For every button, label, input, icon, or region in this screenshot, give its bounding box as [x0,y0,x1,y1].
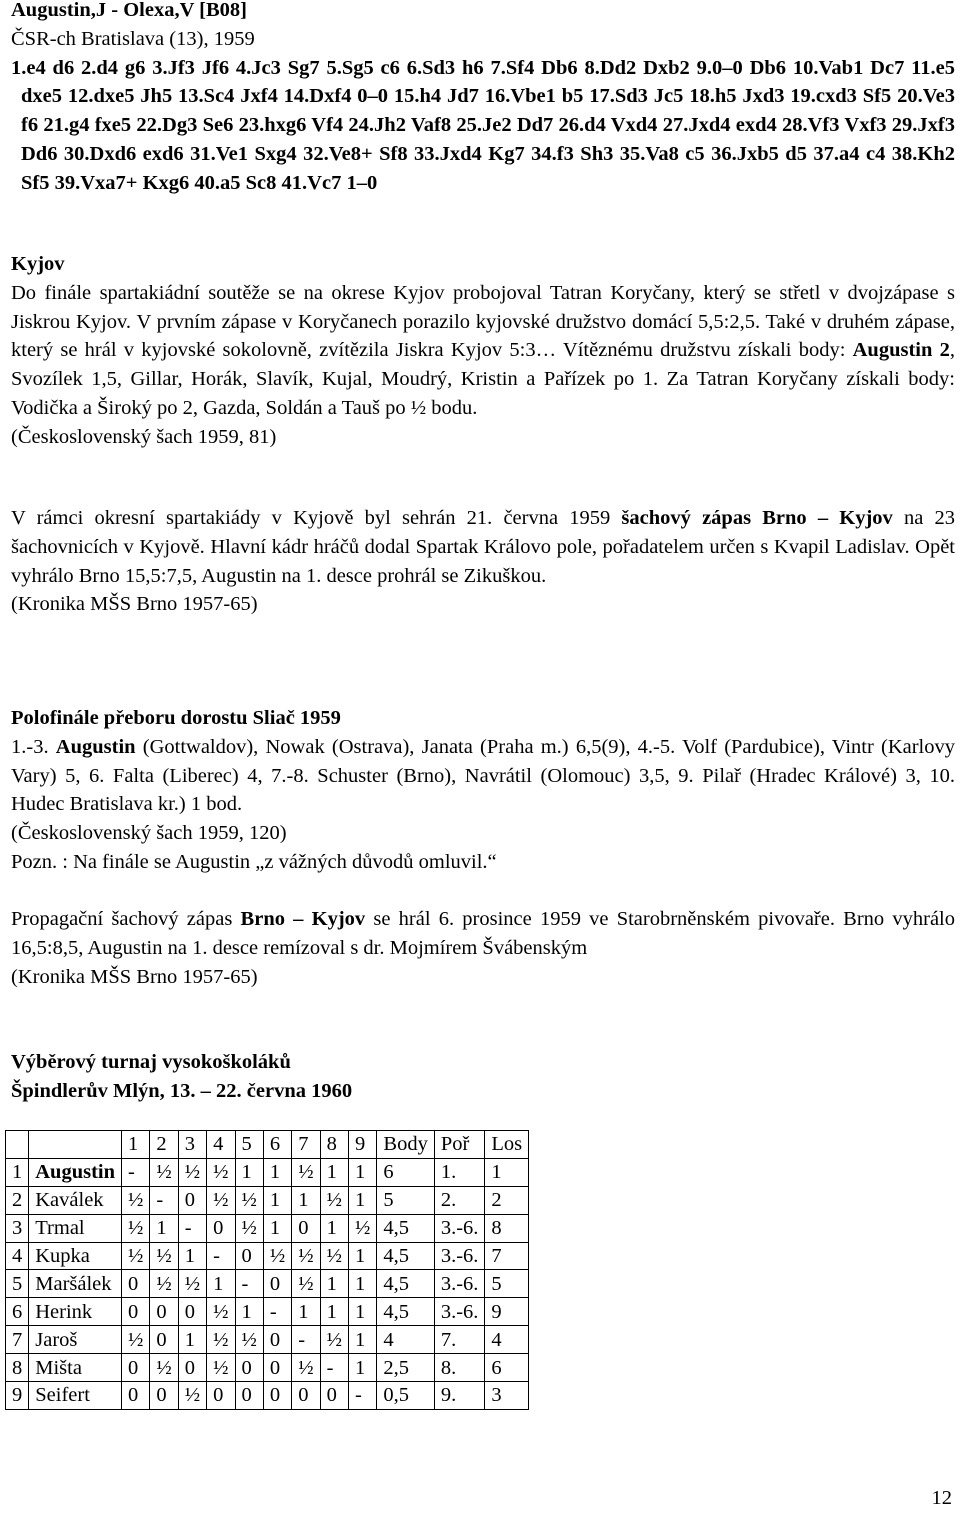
table-cell: ½ [320,1186,348,1214]
tournament-heading-1: Výběrový turnaj vysokoškoláků [11,1051,291,1073]
table-cell: 0 [150,1326,178,1354]
table-cell: 1 [320,1214,348,1242]
table-cell: 1 [349,1298,377,1326]
table-cell: 0 [320,1382,348,1410]
player-name-cell: Augustin [29,1158,122,1186]
table-cell: 0 [263,1270,291,1298]
table-header-cell: Los [485,1131,529,1159]
table-cell: 1 [320,1270,348,1298]
table-cell: 3.-6. [434,1298,485,1326]
table-cell: 1 [485,1158,529,1186]
table-cell: ½ [263,1242,291,1270]
table-cell: 9 [6,1382,29,1410]
kyjov-source: (Československý šach 1959, 81) [11,425,277,448]
table-cell: 1 [349,1242,377,1270]
table-cell: 0 [150,1382,178,1410]
table-cell: 1 [320,1158,348,1186]
table-cell: 1 [235,1158,263,1186]
table-cell: - [150,1186,178,1214]
table-row [6,1214,529,1242]
table-cell: 8 [485,1214,529,1242]
table-cell: 1 [349,1326,377,1354]
table-cell: - [122,1158,150,1186]
table-row [6,1382,529,1410]
table-cell: - [320,1354,348,1382]
table-cell: ½ [292,1242,320,1270]
table-cell: ½ [207,1326,235,1354]
table-cell: - [349,1382,377,1410]
propaganda-source: (Kronika MŠS Brno 1957-65) [11,965,258,988]
table-cell: 1 [178,1326,206,1354]
table-cell: ½ [122,1214,150,1242]
spartakiada-section [11,504,955,619]
table-cell: ½ [207,1158,235,1186]
kyjov-paragraph [11,279,955,423]
table-cell: 0 [178,1354,206,1382]
table-cell: 1 [292,1298,320,1326]
table-cell: ½ [150,1270,178,1298]
kyjov-text-bold: Augustin 2 [852,339,950,362]
table-cell: ½ [122,1326,150,1354]
table-cell: 1 [178,1242,206,1270]
table-row [6,1326,529,1354]
table-cell: ½ [150,1242,178,1270]
table-cell: ½ [150,1158,178,1186]
table-cell: 2 [485,1186,529,1214]
table-cell: ½ [207,1298,235,1326]
semifinal-text-bold: Augustin [55,735,136,758]
table-cell: 5 [485,1270,529,1298]
propaganda-paragraph [11,905,955,963]
spartakiada-text-bold: šachový zápas Brno – Kyjov [621,507,893,529]
table-header-cell: 6 [263,1131,291,1159]
tournament-heading-2: Špindlerův Mlýn, 13. – 22. června 1960 [11,1079,353,1102]
table-cell: 0 [263,1354,291,1382]
propaganda-section [11,905,955,991]
table-cell: 0 [235,1382,263,1410]
kyjov-text-1: Do finále spartakiádní soutěže se na okrese Kyjov probojoval Tatran Koryčany, který se střetl v dvojzápase s Jiskrou Kyjov. V prvním zápase v Koryčanech porazilo kyjovské družstvo domácí 5,5:2,5. Také v druhém zápase, který se hrál v kyjovské sokolovně, zvítězila Jiskra Kyjov 5:3… Vítěznému družstvu získali body: [11,281,955,362]
table-cell: ½ [292,1354,320,1382]
game-event: ČSR-ch Bratislava (13), 1959 [11,27,255,50]
player-name-cell: Maršálek [29,1270,122,1298]
table-cell: ½ [207,1354,235,1382]
table-cell: 1. [434,1158,485,1186]
table-cell: - [292,1326,320,1354]
table-header-row [6,1131,529,1159]
table-cell: 1 [263,1158,291,1186]
table-cell: 0 [235,1354,263,1382]
table-cell: 5 [6,1270,29,1298]
semifinal-section [11,704,955,877]
table-cell: 4,5 [377,1270,434,1298]
table-cell: 2 [6,1186,29,1214]
table-cell: ½ [178,1382,206,1410]
game-section [11,0,955,198]
table-cell: 6 [6,1298,29,1326]
table-cell: 0 [235,1242,263,1270]
propaganda-text-1: Propagační šachový zápas [11,908,241,930]
table-cell: 4 [485,1326,529,1354]
table-row [6,1270,529,1298]
player-name-cell: Seifert [29,1382,122,1410]
table-header-cell: 1 [122,1131,150,1159]
table-cell: 4,5 [377,1242,434,1270]
game-moves: 1.e4 d6 2.d4 g6 3.Jf3 Jf6 4.Jc3 Sg7 5.Sg5 c6 6.Sd3 h6 7.Sf4 Db6 8.Dd2 Dxb2 9.0–0 Db6 10.Vab1 Dc7 11.e5 dxe5 12.dxe5 Jh5 13.Sc4 Jxf4 14.Dxf4 0–0 15.h4 Jd7 16.Vbe1 b5 17.Sd3 Jc5 18.h5 Jxd3 19.cxd3 Sf5 20.Ve3 f6 21.g4 fxe5 22.Dg3 Se6 23.hxg6 Vf4 24.Jh2 Vaf8 25.Je2 Dd7 26.d4 Vxd4 27.Jxd4 exd4 28.Vf3 Vxf3 29.Jxf3 Dd6 30.Dxd6 exd6 31.Ve1 Sxg4 32.Ve8+ Sf8 33.Jxd4 Kg7 34.f3 Sh3 35.Va8 c5 36.Jxb5 d5 37.a4 c4 38.Kh2 Sf5 39.Vxa7+ Kxg6 40.a5 Sc8 41.Vc7 1–0 [11,56,955,194]
table-cell: 9. [434,1382,485,1410]
table-cell: ½ [122,1186,150,1214]
table-header-cell: 4 [207,1131,235,1159]
table-cell: 0,5 [377,1382,434,1410]
table-cell: 0 [292,1382,320,1410]
table-cell: 9 [485,1298,529,1326]
table-cell: 5 [377,1186,434,1214]
table-cell: ½ [207,1186,235,1214]
table-cell: 0 [292,1214,320,1242]
semifinal-source: (Československý šach 1959, 120) [11,822,287,845]
player-name-cell: Jaroš [29,1326,122,1354]
table-cell: ½ [178,1270,206,1298]
semifinal-text-1: 1.-3. [11,735,56,758]
table-row [6,1158,529,1186]
table-cell: 1 [6,1158,29,1186]
table-cell: 3 [6,1214,29,1242]
spartakiada-text-2: na 23 šachovnicích v Kyjově. Hlavní kádr hráčů dodal Spartak Královo pole, pořadatelem určen s Kvapil Ladislav. Opět vyhrálo Brno 15,5:7,5, Augustin na 1. desce prohrál se Zikuškou. [11,507,955,587]
table-cell: 4 [6,1242,29,1270]
player-name-cell: Herink [29,1298,122,1326]
table-header-cell: Poř [434,1131,485,1159]
table-cell: 1 [349,1186,377,1214]
table-cell: ½ [349,1214,377,1242]
table-cell: 0 [263,1326,291,1354]
table-cell: 1 [263,1214,291,1242]
table-row [6,1242,529,1270]
table-cell: ½ [235,1186,263,1214]
page-number: 12 [931,1487,952,1509]
table-cell: 0 [122,1354,150,1382]
table-cell: 0 [122,1382,150,1410]
table-cell: - [178,1214,206,1242]
table-cell: 1 [263,1186,291,1214]
table-cell: ½ [292,1158,320,1186]
table-row [6,1354,529,1382]
semifinal-note: Pozn. : Na finále se Augustin „z vážných důvodů omluvil.“ [11,850,497,873]
table-cell: 7 [485,1242,529,1270]
table-cell: 1 [349,1158,377,1186]
table-cell: 3 [485,1382,529,1410]
propaganda-text-bold: Brno – Kyjov [240,908,366,930]
table-header-cell: 8 [320,1131,348,1159]
player-name-cell: Kaválek [29,1186,122,1214]
table-header-cell: Body [377,1131,434,1159]
game-header: Augustin,J - Olexa,V [B08] [11,0,247,21]
table-cell: 8. [434,1354,485,1382]
table-cell: 2,5 [377,1354,434,1382]
table-cell: - [263,1298,291,1326]
table-cell: ½ [235,1326,263,1354]
table-cell: 0 [263,1382,291,1410]
table-cell: 3.-6. [434,1270,485,1298]
table-header-cell: 3 [178,1131,206,1159]
spartakiada-source: (Kronika MŠS Brno 1957-65) [11,593,258,616]
table-cell: 0 [178,1186,206,1214]
table-cell: 0 [207,1382,235,1410]
table-cell: 4,5 [377,1214,434,1242]
table-cell: 0 [122,1270,150,1298]
table-cell: - [207,1242,235,1270]
table-cell: ½ [292,1270,320,1298]
table-header-cell: 5 [235,1131,263,1159]
kyjov-heading: Kyjov [11,253,65,275]
table-cell: ½ [320,1326,348,1354]
spartakiada-text-1: V rámci okresní spartakiády v Kyjově byl sehrán 21. června 1959 [11,507,622,529]
table-cell: 1 [150,1214,178,1242]
table-header-cell: 7 [292,1131,320,1159]
propaganda-text-2: se hrál 6. prosince 1959 ve Starobrněnském pivovaře. Brno vyhrálo 16,5:8,5, Augustin na 1. desce remízoval s dr. Mojmírem Švábenským [11,908,956,959]
table-cell: 1 [235,1298,263,1326]
table-cell: ½ [122,1242,150,1270]
table-cell: 7. [434,1326,485,1354]
crosstable [5,1130,529,1410]
table-row [6,1186,529,1214]
table-cell: 8 [6,1354,29,1382]
kyjov-text-2: , Svozílek 1,5, Gillar, Horák, Slavík, Kujal, Moudrý, Kristin a Pařízek po 1. Za Tatran Koryčany získali body: Vodička a Široký po 2, Gazda, Soldán a Tauš po ½ bodu. [11,339,955,419]
table-cell: 1 [292,1186,320,1214]
table-cell: ½ [150,1354,178,1382]
table-cell: - [235,1270,263,1298]
player-name-cell: Kupka [29,1242,122,1270]
crosstable-body [6,1131,529,1410]
table-cell: 4 [377,1326,434,1354]
table-cell: 6 [377,1158,434,1186]
semifinal-text-2: (Gottwaldov), Nowak (Ostrava), Janata (Praha m.) 6,5(9), 4.-5. Volf (Pardubice), Vintr (Karlovy Vary) 5, 6. Falta (Liberec) 4, 7.-8. Schuster (Brno), Navrátil (Olomouc) 3,5, 9. Pilař (Hradec Králové) 3, 10. Hudec Bratislava kr.) 1 bod. [11,735,955,816]
table-row [6,1298,529,1326]
spartakiada-paragraph [11,504,955,590]
table-cell: ½ [178,1158,206,1186]
table-header-cell [6,1131,29,1159]
table-cell: 0 [150,1298,178,1326]
table-cell: ½ [320,1242,348,1270]
table-cell: 4,5 [377,1298,434,1326]
semifinal-paragraph [11,733,955,819]
table-cell: 3.-6. [434,1242,485,1270]
table-cell: 1 [349,1354,377,1382]
table-cell: 0 [122,1298,150,1326]
player-name-cell: Trmal [29,1214,122,1242]
table-cell: 1 [207,1270,235,1298]
tournament-section [11,1048,955,1106]
table-cell: 7 [6,1326,29,1354]
table-cell: 0 [178,1298,206,1326]
table-cell: 0 [207,1214,235,1242]
table-header-cell: 2 [150,1131,178,1159]
table-cell: 3.-6. [434,1214,485,1242]
table-cell: 2. [434,1186,485,1214]
table-cell: 6 [485,1354,529,1382]
table-cell: 1 [349,1270,377,1298]
player-name-cell: Mišta [29,1354,122,1382]
table-cell: 1 [320,1298,348,1326]
table-cell: ½ [235,1214,263,1242]
table-header-cell: 9 [349,1131,377,1159]
kyjov-section [11,250,955,452]
table-header-cell [29,1131,122,1159]
semifinal-heading: Polofinále přeboru dorostu Sliač 1959 [11,707,341,729]
